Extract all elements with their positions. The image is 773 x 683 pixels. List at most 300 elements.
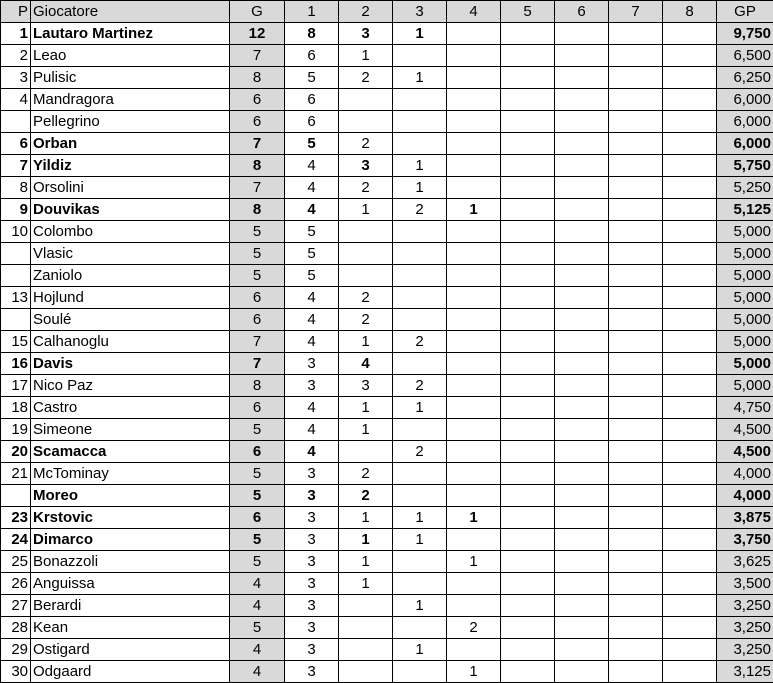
count-cell-2: 1 [339, 507, 393, 529]
table-row [1, 573, 773, 595]
count-cell-2: 4 [339, 353, 393, 375]
count-cell-2 [339, 89, 393, 111]
count-cell-8 [663, 45, 717, 67]
count-cell-6 [555, 265, 609, 287]
count-cell-5 [501, 573, 555, 595]
count-cell-8 [663, 111, 717, 133]
position-cell: 9 [1, 199, 31, 221]
count-cell-4: 2 [447, 617, 501, 639]
player-name-cell: Castro [31, 397, 230, 419]
count-cell-3 [393, 485, 447, 507]
count-cell-4 [447, 441, 501, 463]
count-cell-2 [339, 221, 393, 243]
games-cell: 5 [230, 485, 285, 507]
table-row [1, 45, 773, 67]
count-cell-8 [663, 485, 717, 507]
count-cell-3: 2 [393, 199, 447, 221]
count-cell-8 [663, 397, 717, 419]
count-cell-8 [663, 375, 717, 397]
count-cell-4 [447, 111, 501, 133]
table-row [1, 111, 773, 133]
count-cell-2 [339, 661, 393, 683]
count-cell-5 [501, 375, 555, 397]
count-cell-6 [555, 419, 609, 441]
player-name-cell: Douvikas [31, 199, 230, 221]
count-cell-5 [501, 199, 555, 221]
gp-cell: 5,250 [717, 177, 773, 199]
count-cell-3 [393, 573, 447, 595]
count-cell-6 [555, 397, 609, 419]
count-cell-6 [555, 243, 609, 265]
gp-cell: 6,250 [717, 67, 773, 89]
table-row [1, 661, 773, 683]
count-cell-8 [663, 595, 717, 617]
position-cell: 6 [1, 133, 31, 155]
count-cell-1: 4 [285, 441, 339, 463]
count-cell-3 [393, 287, 447, 309]
games-cell: 5 [230, 463, 285, 485]
count-cell-7 [609, 287, 663, 309]
gp-cell: 4,750 [717, 397, 773, 419]
count-cell-2: 3 [339, 375, 393, 397]
count-cell-7 [609, 353, 663, 375]
position-cell [1, 265, 31, 287]
games-cell: 5 [230, 221, 285, 243]
position-cell: 8 [1, 177, 31, 199]
gp-cell: 5,000 [717, 375, 773, 397]
count-cell-5 [501, 661, 555, 683]
count-cell-6 [555, 551, 609, 573]
count-cell-5 [501, 243, 555, 265]
header-col-7: 7 [609, 1, 663, 23]
count-cell-7 [609, 265, 663, 287]
player-name-cell: Mandragora [31, 89, 230, 111]
games-cell: 5 [230, 243, 285, 265]
header-col-4: 4 [447, 1, 501, 23]
count-cell-1: 4 [285, 177, 339, 199]
count-cell-4: 1 [447, 507, 501, 529]
player-name-cell: Pellegrino [31, 111, 230, 133]
count-cell-5 [501, 617, 555, 639]
count-cell-1: 3 [285, 507, 339, 529]
count-cell-4 [447, 243, 501, 265]
games-cell: 5 [230, 265, 285, 287]
count-cell-6 [555, 639, 609, 661]
count-cell-4: 1 [447, 199, 501, 221]
count-cell-5 [501, 419, 555, 441]
position-cell: 28 [1, 617, 31, 639]
count-cell-5 [501, 309, 555, 331]
games-cell: 5 [230, 419, 285, 441]
count-cell-7 [609, 397, 663, 419]
position-cell: 23 [1, 507, 31, 529]
count-cell-7 [609, 375, 663, 397]
header-col-6: 6 [555, 1, 609, 23]
count-cell-4 [447, 89, 501, 111]
count-cell-3 [393, 265, 447, 287]
count-cell-5 [501, 353, 555, 375]
count-cell-2 [339, 595, 393, 617]
count-cell-4 [447, 309, 501, 331]
count-cell-7 [609, 529, 663, 551]
count-cell-6 [555, 661, 609, 683]
count-cell-3 [393, 221, 447, 243]
count-cell-7 [609, 441, 663, 463]
position-cell: 29 [1, 639, 31, 661]
player-name-cell: Calhanoglu [31, 331, 230, 353]
count-cell-6 [555, 617, 609, 639]
count-cell-7 [609, 111, 663, 133]
gp-cell: 3,875 [717, 507, 773, 529]
games-cell: 5 [230, 617, 285, 639]
count-cell-2 [339, 441, 393, 463]
position-cell: 2 [1, 45, 31, 67]
count-cell-4 [447, 595, 501, 617]
position-cell: 25 [1, 551, 31, 573]
count-cell-7 [609, 639, 663, 661]
count-cell-3 [393, 551, 447, 573]
gp-cell: 4,000 [717, 463, 773, 485]
count-cell-3 [393, 661, 447, 683]
count-cell-2: 1 [339, 331, 393, 353]
count-cell-6 [555, 573, 609, 595]
count-cell-7 [609, 309, 663, 331]
count-cell-4 [447, 397, 501, 419]
table-row [1, 397, 773, 419]
count-cell-2: 2 [339, 463, 393, 485]
count-cell-5 [501, 177, 555, 199]
gp-cell: 4,500 [717, 441, 773, 463]
games-cell: 8 [230, 199, 285, 221]
count-cell-4 [447, 67, 501, 89]
count-cell-3: 2 [393, 331, 447, 353]
count-cell-8 [663, 463, 717, 485]
position-cell: 19 [1, 419, 31, 441]
games-cell: 6 [230, 441, 285, 463]
count-cell-8 [663, 507, 717, 529]
count-cell-3 [393, 617, 447, 639]
count-cell-7 [609, 155, 663, 177]
count-cell-7 [609, 507, 663, 529]
player-name-cell: Pulisic [31, 67, 230, 89]
table-row [1, 23, 773, 45]
position-cell [1, 485, 31, 507]
gp-cell: 6,500 [717, 45, 773, 67]
player-name-cell: McTominay [31, 463, 230, 485]
games-cell: 7 [230, 177, 285, 199]
count-cell-6 [555, 111, 609, 133]
count-cell-7 [609, 463, 663, 485]
count-cell-6 [555, 309, 609, 331]
count-cell-8 [663, 529, 717, 551]
count-cell-3: 1 [393, 155, 447, 177]
count-cell-6 [555, 595, 609, 617]
count-cell-7 [609, 595, 663, 617]
count-cell-3: 1 [393, 397, 447, 419]
count-cell-6 [555, 331, 609, 353]
count-cell-6 [555, 287, 609, 309]
count-cell-2 [339, 639, 393, 661]
count-cell-5 [501, 485, 555, 507]
player-name-cell: Dimarco [31, 529, 230, 551]
gp-cell: 4,500 [717, 419, 773, 441]
count-cell-4 [447, 353, 501, 375]
count-cell-8 [663, 155, 717, 177]
games-cell: 7 [230, 353, 285, 375]
gp-cell: 4,000 [717, 485, 773, 507]
position-cell: 24 [1, 529, 31, 551]
games-cell: 7 [230, 45, 285, 67]
player-name-cell: Berardi [31, 595, 230, 617]
table-row [1, 309, 773, 331]
count-cell-1: 5 [285, 133, 339, 155]
count-cell-1: 4 [285, 309, 339, 331]
count-cell-6 [555, 221, 609, 243]
table-row [1, 463, 773, 485]
count-cell-8 [663, 177, 717, 199]
count-cell-4 [447, 45, 501, 67]
count-cell-7 [609, 551, 663, 573]
table-row [1, 221, 773, 243]
count-cell-7 [609, 573, 663, 595]
player-name-cell: Davis [31, 353, 230, 375]
count-cell-3 [393, 111, 447, 133]
count-cell-3 [393, 45, 447, 67]
player-name-cell: Vlasic [31, 243, 230, 265]
count-cell-3 [393, 89, 447, 111]
count-cell-5 [501, 441, 555, 463]
count-cell-2: 3 [339, 155, 393, 177]
games-cell: 4 [230, 573, 285, 595]
count-cell-6 [555, 23, 609, 45]
position-cell: 30 [1, 661, 31, 683]
games-cell: 8 [230, 67, 285, 89]
player-name-cell: Anguissa [31, 573, 230, 595]
header-player: Giocatore [31, 1, 230, 23]
count-cell-1: 4 [285, 287, 339, 309]
gp-cell: 5,000 [717, 265, 773, 287]
table-row [1, 419, 773, 441]
header-col-5: 5 [501, 1, 555, 23]
count-cell-1: 4 [285, 397, 339, 419]
count-cell-8 [663, 419, 717, 441]
player-name-cell: Soulé [31, 309, 230, 331]
player-name-cell: Leao [31, 45, 230, 67]
count-cell-8 [663, 23, 717, 45]
count-cell-7 [609, 177, 663, 199]
count-cell-4 [447, 155, 501, 177]
count-cell-7 [609, 45, 663, 67]
count-cell-8 [663, 89, 717, 111]
count-cell-1: 5 [285, 221, 339, 243]
player-name-cell: Yildiz [31, 155, 230, 177]
count-cell-6 [555, 375, 609, 397]
count-cell-2: 2 [339, 485, 393, 507]
count-cell-3 [393, 309, 447, 331]
count-cell-4 [447, 485, 501, 507]
table-row [1, 177, 773, 199]
count-cell-8 [663, 441, 717, 463]
table-row [1, 133, 773, 155]
count-cell-6 [555, 155, 609, 177]
count-cell-1: 3 [285, 661, 339, 683]
table-row [1, 331, 773, 353]
count-cell-8 [663, 551, 717, 573]
gp-cell: 6,000 [717, 133, 773, 155]
count-cell-6 [555, 463, 609, 485]
count-cell-4 [447, 419, 501, 441]
ranking-body [1, 23, 773, 683]
position-cell [1, 111, 31, 133]
count-cell-3: 1 [393, 67, 447, 89]
count-cell-5 [501, 595, 555, 617]
count-cell-3 [393, 133, 447, 155]
player-name-cell: Lautaro Martinez [31, 23, 230, 45]
player-name-cell: Kean [31, 617, 230, 639]
gp-cell: 5,000 [717, 331, 773, 353]
count-cell-1: 3 [285, 595, 339, 617]
count-cell-2: 1 [339, 397, 393, 419]
count-cell-7 [609, 485, 663, 507]
count-cell-4 [447, 331, 501, 353]
gp-cell: 3,125 [717, 661, 773, 683]
count-cell-1: 3 [285, 529, 339, 551]
count-cell-8 [663, 639, 717, 661]
player-name-cell: Hojlund [31, 287, 230, 309]
gp-cell: 5,000 [717, 353, 773, 375]
count-cell-1: 4 [285, 199, 339, 221]
header-col-8: 8 [663, 1, 717, 23]
count-cell-5 [501, 265, 555, 287]
games-cell: 12 [230, 23, 285, 45]
header-position: P [1, 1, 31, 23]
count-cell-6 [555, 507, 609, 529]
header-col-3: 3 [393, 1, 447, 23]
count-cell-3: 1 [393, 23, 447, 45]
count-cell-4: 1 [447, 551, 501, 573]
count-cell-8 [663, 265, 717, 287]
count-cell-1: 4 [285, 419, 339, 441]
count-cell-1: 6 [285, 45, 339, 67]
position-cell: 26 [1, 573, 31, 595]
count-cell-6 [555, 199, 609, 221]
table-row [1, 507, 773, 529]
count-cell-5 [501, 133, 555, 155]
count-cell-7 [609, 617, 663, 639]
count-cell-5 [501, 287, 555, 309]
table-row [1, 529, 773, 551]
table-row [1, 617, 773, 639]
count-cell-8 [663, 199, 717, 221]
count-cell-2: 3 [339, 23, 393, 45]
gp-cell: 5,125 [717, 199, 773, 221]
gp-cell: 3,250 [717, 617, 773, 639]
count-cell-1: 3 [285, 463, 339, 485]
games-cell: 5 [230, 551, 285, 573]
player-name-cell: Moreo [31, 485, 230, 507]
count-cell-5 [501, 529, 555, 551]
count-cell-4 [447, 287, 501, 309]
table-row [1, 375, 773, 397]
count-cell-2: 2 [339, 177, 393, 199]
count-cell-1: 3 [285, 639, 339, 661]
count-cell-7 [609, 23, 663, 45]
gp-cell: 5,750 [717, 155, 773, 177]
count-cell-4 [447, 23, 501, 45]
count-cell-1: 5 [285, 67, 339, 89]
position-cell: 1 [1, 23, 31, 45]
gp-cell: 3,625 [717, 551, 773, 573]
count-cell-7 [609, 133, 663, 155]
games-cell: 6 [230, 397, 285, 419]
header-col-1: 1 [285, 1, 339, 23]
header-row [1, 1, 773, 23]
count-cell-1: 3 [285, 551, 339, 573]
header-gp: GP [717, 1, 773, 23]
count-cell-2: 1 [339, 529, 393, 551]
count-cell-2: 1 [339, 573, 393, 595]
table-row [1, 199, 773, 221]
count-cell-1: 5 [285, 265, 339, 287]
gp-cell: 9,750 [717, 23, 773, 45]
count-cell-8 [663, 133, 717, 155]
count-cell-5 [501, 507, 555, 529]
count-cell-2: 1 [339, 419, 393, 441]
count-cell-7 [609, 67, 663, 89]
position-cell: 13 [1, 287, 31, 309]
count-cell-6 [555, 441, 609, 463]
count-cell-1: 6 [285, 89, 339, 111]
table-row [1, 265, 773, 287]
count-cell-2 [339, 243, 393, 265]
count-cell-5 [501, 45, 555, 67]
count-cell-5 [501, 111, 555, 133]
player-name-cell: Odgaard [31, 661, 230, 683]
gp-cell: 5,000 [717, 287, 773, 309]
games-cell: 4 [230, 595, 285, 617]
count-cell-1: 4 [285, 331, 339, 353]
count-cell-6 [555, 133, 609, 155]
table-row [1, 155, 773, 177]
count-cell-2: 2 [339, 309, 393, 331]
count-cell-4 [447, 133, 501, 155]
header-col-2: 2 [339, 1, 393, 23]
position-cell [1, 243, 31, 265]
count-cell-1: 8 [285, 23, 339, 45]
count-cell-3: 1 [393, 507, 447, 529]
games-cell: 8 [230, 375, 285, 397]
games-cell: 8 [230, 155, 285, 177]
count-cell-8 [663, 353, 717, 375]
position-cell: 18 [1, 397, 31, 419]
count-cell-3 [393, 419, 447, 441]
games-cell: 4 [230, 661, 285, 683]
table-row [1, 485, 773, 507]
count-cell-7 [609, 221, 663, 243]
table-row [1, 89, 773, 111]
gp-cell: 5,000 [717, 221, 773, 243]
position-cell [1, 309, 31, 331]
count-cell-4 [447, 375, 501, 397]
count-cell-2: 1 [339, 45, 393, 67]
count-cell-7 [609, 661, 663, 683]
position-cell: 21 [1, 463, 31, 485]
games-cell: 5 [230, 529, 285, 551]
count-cell-1: 5 [285, 243, 339, 265]
table-row [1, 441, 773, 463]
count-cell-1: 6 [285, 111, 339, 133]
count-cell-5 [501, 67, 555, 89]
